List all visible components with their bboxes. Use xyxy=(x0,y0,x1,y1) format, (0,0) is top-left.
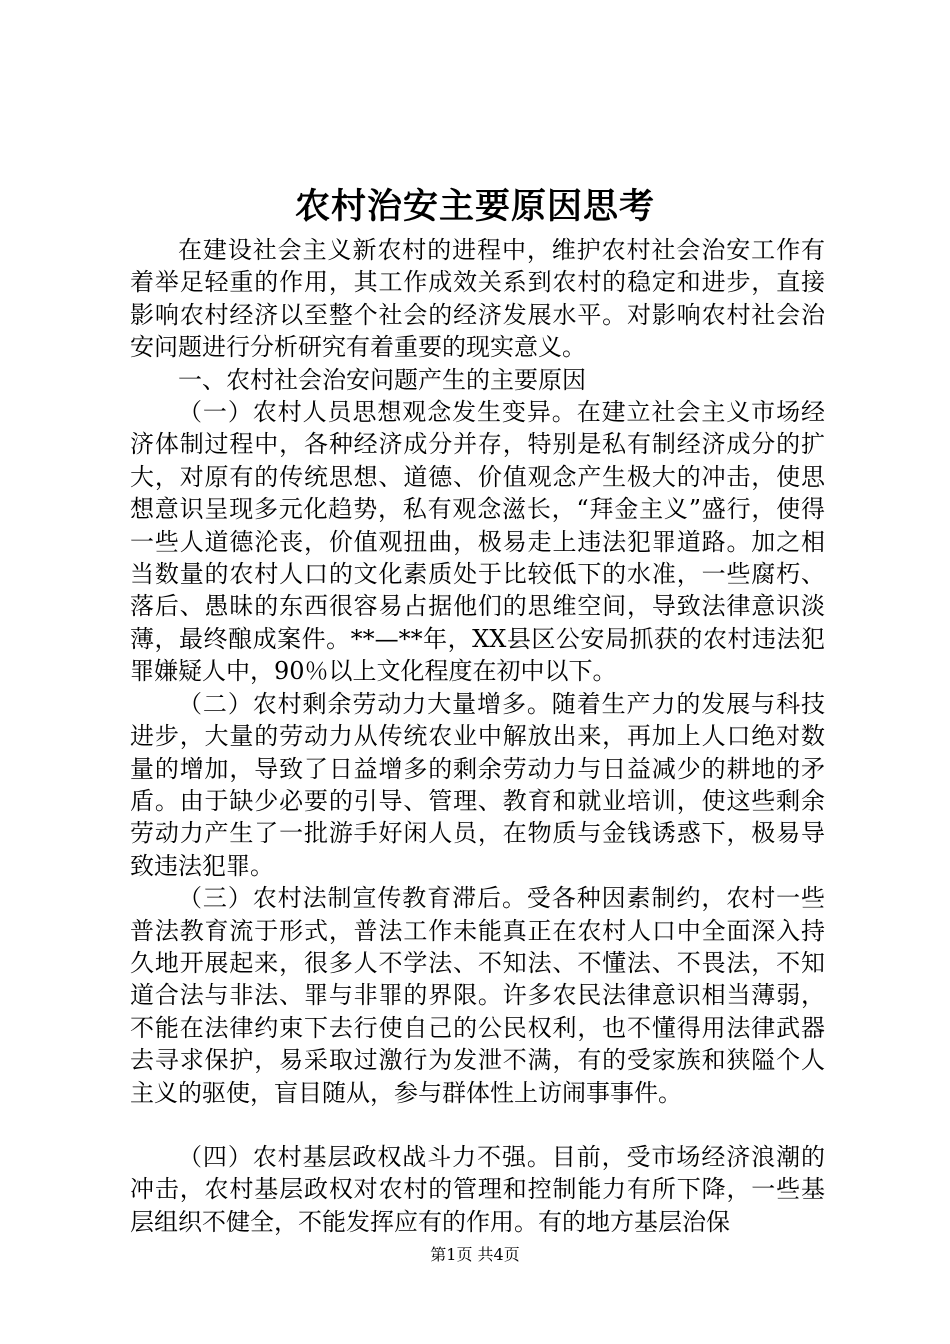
paragraph-intro: 在建设社会主义新农村的进程中，维护农村社会治安工作有着举足轻重的作用，其工作成效关系到农村的稳定和进步，直接影响农村经济以至整个社会的经济发展水平。对影响农村社会治安问题进行分析研究有着重要的现实意义。 xyxy=(130,236,825,362)
paragraph-reason-2: （二）农村剩余劳动力大量增多。随着生产力的发展与科技进步，大量的劳动力从传统农业中解放出来，再加上人口绝对数量的增加，导致了日益增多的剩余劳动力与日益减少的耕地的矛盾。由于缺少必要的引导、管理、教育和就业培训，使这些剩余劳动力产生了一批游手好闲人员，在物质与金钱诱惑下，极易导致违法犯罪。 xyxy=(130,689,825,880)
paragraph-reason-1: （一）农村人员思想观念发生变异。在建立社会主义市场经济体制过程中，各种经济成分并存，特别是私有制经济成分的扩大，对原有的传统思想、道德、价值观念产生极大的冲击，使思想意识呈现多元化趋势，私有观念滋长，“拜金主义”盛行，使得一些人道德沦丧，价值观扭曲，极易走上违法犯罪道路。加之相当数量的农村人口的文化素质处于比较低下的水准，一些腐朽、落后、愚昧的东西很容易占据他们的思维空间，导致法律意识淡薄，最终酿成案件。**—**年，XX县区公安局抓获的农村违法犯罪嫌疑人中，90％以上文化程度在初中以下。 xyxy=(130,398,825,686)
paragraph-reason-4: （四）农村基层政权战斗力不强。目前，受市场经济浪潮的冲击，农村基层政权对农村的管理和控制能力有所下降，一些基层组织不健全，不能发挥应有的作用。有的地方基层治保 xyxy=(130,1142,825,1236)
section-heading: 一、农村社会治安问题产生的主要原因 xyxy=(178,365,586,394)
document-body xyxy=(130,234,825,1238)
document-title: 农村治安主要原因思考 xyxy=(294,187,655,227)
paragraph-reason-3: （三）农村法制宣传教育滞后。受各种因素制约，农村一些普法教育流于形式，普法工作未能真正在农村人口中全面深入持久地开展起来，很多人不学法、不知法、不懂法、不畏法，不知道合法与非法、罪与非罪的界限。许多农民法律意识相当薄弱，不能在法律约束下去行使自己的公民权利，也不懂得用法律武器去寻求保护，易采取过激行为发泄不满，有的受家族和狭隘个人主义的驱使，盲目随从，参与群体性上访闹事事件。 xyxy=(130,884,825,1107)
page-number-footer: 第1页 共4页 xyxy=(430,1245,520,1264)
